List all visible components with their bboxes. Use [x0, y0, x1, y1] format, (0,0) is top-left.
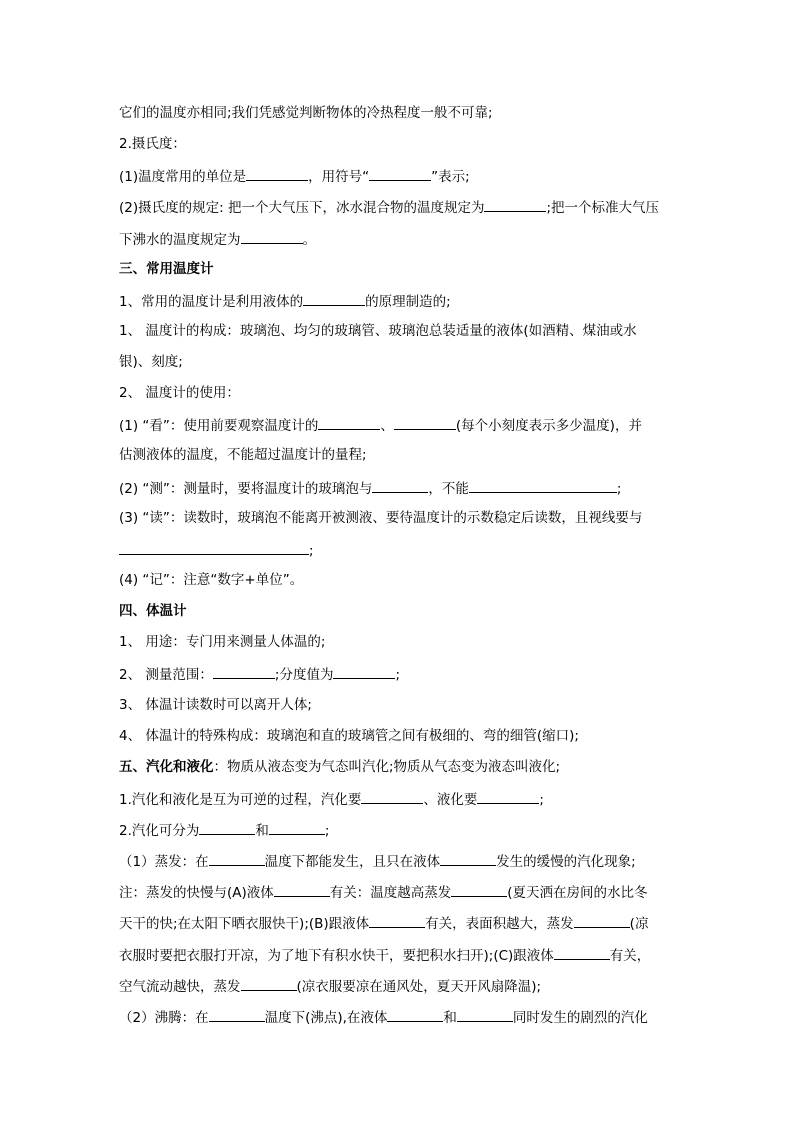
fill-blank[interactable]: [394, 414, 456, 430]
text-line: [119, 414, 679, 434]
text-line: [119, 103, 679, 123]
section-heading: [119, 259, 679, 279]
line-text: 2.汽化可分为: [119, 823, 200, 839]
line-text: (每个小刻度表示多少温度)，并: [455, 418, 642, 434]
line-text: (夏天洒在房间的水比冬: [507, 885, 648, 901]
text-line: [119, 228, 679, 248]
line-text: 4、 体温计的特殊构成：玻璃泡和直的玻璃管之间有极细的、弯的细管(缩口);: [119, 728, 579, 744]
line-text: (凉: [629, 916, 649, 932]
line-text: (3) “读”：读数时，玻璃泡不能离开被测液、要待温度计的示数稳定后读数，且视线要与: [119, 510, 643, 526]
line-text: 有关：温度越高蒸发: [329, 885, 452, 901]
line-text: 同时发生的剧烈的汽化: [512, 1010, 648, 1026]
line-text: (1)温度常用的单位是: [119, 169, 247, 185]
line-text: (2)摄氏度的规定: 把一个大气压下，冰水混合物的温度规定为: [119, 200, 485, 216]
text-line: [119, 975, 679, 995]
line-text: ;把一个标准大气压: [546, 200, 660, 216]
fill-blank[interactable]: [241, 228, 303, 244]
line-text: 1、常用的温度计是利用液体的: [119, 294, 304, 310]
line-text: 注：蒸发的快慢与(A)液体: [119, 885, 274, 901]
text-line: [119, 912, 679, 932]
fill-blank[interactable]: [246, 165, 308, 181]
fill-blank[interactable]: [269, 819, 325, 835]
fill-blank[interactable]: [451, 881, 507, 897]
text-line: [119, 445, 679, 465]
text-line: [119, 383, 679, 403]
text-line: [119, 881, 679, 901]
line-text: 的原理制造的;: [365, 294, 451, 310]
line-text: 2.摄氏度：: [119, 136, 186, 152]
line-text: ;: [395, 667, 401, 683]
line-text: 1、 用途：专门用来测量人体温的;: [119, 634, 326, 650]
line-text: 温度下都能发生，且只在液体: [264, 854, 441, 870]
line-text: 估测液体的温度，不能超过温度计的量程;: [119, 447, 367, 463]
line-text: （2）沸腾：在: [119, 1010, 209, 1026]
fill-blank[interactable]: [440, 850, 496, 866]
fill-blank[interactable]: [241, 975, 297, 991]
fill-blank[interactable]: [361, 788, 423, 804]
line-text: 和: [255, 823, 269, 839]
line-text: 空气流动越快，蒸发: [119, 979, 241, 995]
fill-blank[interactable]: [209, 1006, 265, 1022]
line-text: ;: [616, 481, 622, 497]
text-line: [119, 695, 679, 715]
line-text: ：物质从液态变为气态叫汽化;物质从气态变为液态叫液化;: [213, 759, 561, 775]
line-text: 2、 温度计的使用：: [119, 385, 240, 401]
line-text: ;分度值为: [274, 667, 334, 683]
line-text: ;: [309, 543, 314, 559]
line-text: ”表示;: [431, 169, 470, 185]
line-text: ;: [324, 823, 330, 839]
text-line: [119, 290, 679, 310]
text-line: [119, 508, 679, 528]
line-text: 1.汽化和液化是互为可逆的过程，汽化要: [119, 792, 362, 808]
line-text: 有关，: [609, 948, 651, 964]
line-text: 天干的快;在太阳下晒衣服快干);(B)跟液体: [119, 916, 370, 932]
text-line: [119, 850, 679, 870]
fill-blank[interactable]: [369, 165, 431, 181]
text-line: [119, 134, 679, 154]
text-line: [119, 539, 679, 559]
line-text: (2) “测”：测量时，要将温度计的玻璃泡与: [119, 481, 373, 497]
line-text: ;: [539, 792, 544, 808]
fill-blank[interactable]: [457, 1006, 513, 1022]
fill-blank[interactable]: [199, 819, 255, 835]
fill-blank[interactable]: [372, 477, 428, 493]
line-text: 有关，表面积越大，蒸发: [425, 916, 574, 932]
line-text: 温度下(沸点),在液体: [264, 1010, 388, 1026]
heading-text: 三、常用温度计: [119, 261, 214, 277]
text-line: [119, 757, 679, 777]
text-line: [119, 352, 679, 372]
line-text: 3、 体温计读数时可以离开人体;: [119, 697, 312, 713]
line-text: ，用符号“: [308, 169, 370, 185]
fill-blank[interactable]: [333, 663, 395, 679]
text-line: [119, 321, 679, 341]
line-text: ，不能: [428, 481, 469, 497]
line-text: 2、 测量范围：: [119, 667, 213, 683]
fill-blank[interactable]: [274, 881, 330, 897]
line-text: 它们的温度亦相同;我们凭感觉判断物体的冷热程度一般不可靠;: [119, 105, 493, 121]
line-text: 和: [443, 1010, 457, 1026]
line-text: 、: [380, 418, 394, 434]
text-line: [119, 726, 679, 746]
fill-blank[interactable]: [119, 539, 309, 555]
fill-blank[interactable]: [484, 196, 546, 212]
line-text: 、液化要: [423, 792, 478, 808]
fill-blank[interactable]: [469, 477, 617, 493]
fill-blank[interactable]: [369, 912, 425, 928]
line-text: 。: [302, 232, 316, 248]
line-text: 衣服时要把衣服打开凉，为了地下有积水快干，要把积水扫开);(C)跟液体: [119, 948, 554, 964]
line-text: 下沸水的温度规定为: [119, 232, 241, 248]
line-text: 发生的缓慢的汽化现象;: [496, 854, 636, 870]
line-text: (4) “记”：注意“数字+单位”。: [119, 572, 304, 588]
line-text: (1) “看”：使用前要观察温度计的: [119, 418, 319, 434]
fill-blank[interactable]: [477, 788, 539, 804]
section-heading: [119, 601, 679, 621]
line-text: 1、 温度计的构成：玻璃泡、均匀的玻璃管、玻璃泡总装适量的液体(如酒精、煤油或水: [119, 323, 637, 339]
text-line: [119, 165, 679, 185]
text-line: [119, 944, 679, 964]
text-line: [119, 663, 679, 683]
fill-blank[interactable]: [387, 1006, 443, 1022]
text-line: [119, 196, 679, 216]
text-line: [119, 819, 679, 839]
text-line: [119, 632, 679, 652]
fill-blank[interactable]: [318, 414, 380, 430]
fill-blank[interactable]: [209, 850, 265, 866]
fill-blank[interactable]: [574, 912, 630, 928]
text-line: [119, 788, 679, 808]
heading-text: 四、体温计: [119, 603, 187, 619]
line-text: (凉衣服要凉在通风处，夏天开风扇降温);: [296, 979, 542, 995]
section-heading-inline: 五、汽化和液化: [119, 759, 214, 775]
fill-blank[interactable]: [554, 944, 610, 960]
line-text: （1）蒸发：在: [119, 854, 209, 870]
text-line: [119, 477, 679, 497]
text-line: [119, 1006, 679, 1026]
fill-blank[interactable]: [213, 663, 275, 679]
line-text: 银)、刻度;: [119, 354, 183, 370]
text-line: [119, 570, 679, 590]
fill-blank[interactable]: [303, 290, 365, 306]
